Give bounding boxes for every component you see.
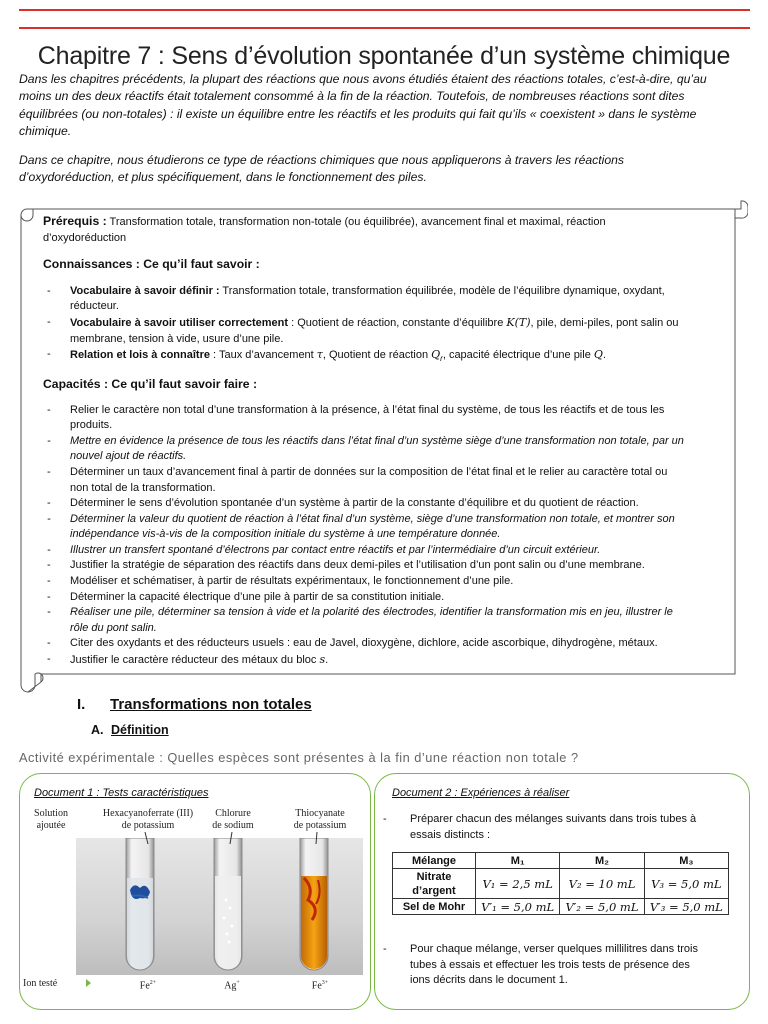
arrow-line: [316, 832, 317, 844]
reagent-label-3: [282, 808, 358, 831]
skill-text: indépendance vis-à-vis de la composition initiale du système à une température donnée.: [70, 528, 501, 541]
ion-fe3: [300, 978, 340, 992]
skill-item: - Justifier la stratégie de séparation des réactifs dans deux demi-piles et l’utilisation d’un pont salin ou d’une membrane.: [47, 559, 645, 572]
skill-text: Justifier le caractère réducteur des métaux du bloc: [70, 654, 320, 667]
skill-text: Mettre en évidence la présence de tous les réactifs dans l’état final d’un système siège d’une transformation non totale, par un: [70, 434, 684, 447]
table-cell: V′₂ = 5,0 mL: [560, 899, 644, 915]
intro-line: d’oxydoréduction, et plus spécifiquement, dans le fonctionnement des piles.: [19, 170, 427, 185]
label-arrows: [120, 832, 320, 852]
skill-text: produits.: [70, 419, 113, 432]
skill-text: rôle du pont salin.: [70, 621, 157, 634]
ion-charge: 3+: [321, 980, 329, 986]
math-symbol: K(T): [506, 315, 531, 329]
intro-line: Dans les chapitres précédents, la plupart des réactions que nous avons étudiés étaient des réactions totales, c’est-à-dire, qu’au: [19, 72, 707, 86]
knowledge-item-text: Transformation totale, transformation équilibrée, modèle de l’équilibre dynamique, oxydant,: [219, 284, 665, 297]
table-header-cell: M₂: [560, 853, 644, 869]
page-title: Chapitre 7 : Sens d’évolution spontanée d’un système chimique: [37, 42, 731, 70]
ion-fe2: [128, 978, 168, 992]
top-rule-1: [19, 9, 750, 11]
skill-text: nouvel ajout de réactifs.: [70, 450, 187, 463]
skill-item: - Déterminer la capacité électrique d’une pile à partir de sa constitution initiale.: [47, 590, 445, 603]
table-row-label: Sel de Mohr: [393, 899, 476, 915]
skills-heading: Capacités : Ce qu’il faut savoir faire :: [43, 376, 258, 391]
intro-paragraph-1: [19, 71, 744, 140]
mixtures-table: [392, 852, 729, 915]
skill-text: Relier le caractère non total d’une transformation à la présence, à l’état final du système, de tous les réactifs et de tous les: [70, 403, 665, 416]
arrow-icon: [86, 979, 91, 987]
document-2-title: Document 2 : Expériences à réaliser: [392, 787, 570, 799]
knowledge-item-text: : Taux d’avancement: [209, 349, 317, 362]
label-line: Nitrate: [416, 870, 452, 883]
doc2-instruction-2: - Pour chaque mélange, verser quelques millilitres dans trois tubes à essais et effectuer les trois tests de présence des ions décrits dans le document 1.: [410, 942, 698, 989]
solution-added-label: [23, 808, 79, 831]
intro-line: Dans ce chapitre, nous étudierons ce type de réactions chimiques que nous appliquerons à travers les réactions: [19, 153, 624, 167]
section-number: I.: [77, 696, 86, 713]
label-line: de potassium: [121, 819, 175, 831]
prerequisites: [43, 214, 733, 231]
skill-text: Déterminer un taux d’avancement final à partir de données sur la composition de l’état final et le relier au caractère total ou: [70, 465, 668, 478]
skill-text: Citer des oxydants et des réducteurs usuels : eau de Javel, dioxygène, dichlore, acide ascorbique, dihydrogène, métaux.: [70, 637, 658, 650]
knowledge-item: - Relation et lois à connaître : Taux d’avancement τ, Quotient de réaction $Q_r$, capacité électrique d’une pile Q.: [47, 348, 606, 364]
knowledge-item: - Vocabulaire à savoir définir : Transformation totale, transformation équilibrée, modèle de l’équilibre dynamique, oxydant, réducteur.: [47, 284, 665, 313]
table-cell: V₃ = 5,0 mL: [644, 869, 728, 899]
objectives-scroll: [19, 199, 748, 695]
skill-text: .: [325, 654, 329, 667]
table-row: [393, 869, 729, 899]
prereq-text-2: d’oxydoréduction: [43, 231, 127, 244]
label-line: Chlorure: [215, 808, 251, 819]
label-line: Hexacyanoferrate (III): [102, 808, 194, 819]
label-line: ajoutée: [36, 819, 66, 831]
skill-item: - Déterminer le sens d’évolution spontanée d’un système à partir de la constante d’équilibre et du quotient de réaction.: [47, 497, 639, 510]
scroll-content: [43, 212, 733, 669]
document-1-title: Document 1 : Tests caractéristiques: [34, 787, 209, 799]
table-header-cell: M₁: [476, 853, 560, 869]
skill-item: - Illustrer un transfert spontané d’électrons par contact entre réactifs et par l’intermédiaire d’un circuit extérieur.: [47, 543, 601, 556]
skill-item: - Mettre en évidence la présence de tous les réactifs dans l’état final d’un système siège d’une transformation non totale, par un nouvel ajout de réactifs.: [47, 434, 684, 463]
knowledge-item-bold: Relation et lois à connaître: [70, 349, 210, 362]
instruction-line: tubes à essais et effectuer les trois tests de présence des: [410, 958, 690, 971]
top-rule-2: [19, 27, 750, 29]
skill-item: - Déterminer un taux d’avancement final à partir de données sur la composition de l’état final et le relier au caractère total ou non total de la transformation.: [47, 465, 668, 494]
skill-item: - Justifier le caractère réducteur des métaux du bloc s.: [47, 653, 329, 667]
tube-ag: [214, 838, 242, 970]
knowledge-item-text: , pile, demi-piles, pont salin ou: [530, 316, 679, 329]
arrow-line: [145, 832, 148, 844]
skill-text: Déterminer le sens d’évolution spontanée d’un système à partir de la constante d’équilibre et du quotient de réaction.: [70, 497, 639, 510]
skill-text: non total de la transformation.: [70, 481, 216, 494]
knowledge-item-text: , Quotient de réaction: [322, 349, 432, 362]
knowledge-item-text: réducteur.: [70, 300, 119, 313]
skill-text: Déterminer la valeur du quotient de réaction à l’état final d’un système, siège d’une transformation non totale, et montrer son: [70, 512, 675, 525]
math-symbol: Q: [593, 348, 603, 362]
ion-tested-label: Ion testé: [23, 978, 58, 989]
ion-base: Fe: [139, 980, 150, 992]
doc2-instruction-1: - Préparer chacun des mélanges suivants dans trois tubes à essais distincts :: [410, 812, 696, 843]
intro-paragraph-2: [19, 152, 744, 187]
table-cell: V′₁ = 5,0 mL: [476, 899, 560, 915]
prereq-label: Prérequis :: [43, 214, 107, 228]
ion-charge: 2+: [149, 980, 157, 986]
knowledge-heading: Connaissances : Ce qu’il faut savoir :: [43, 257, 260, 272]
label-line: d’argent: [412, 884, 456, 897]
instruction-line: ions décrits dans le document 1.: [410, 974, 568, 986]
instruction-line: essais distincts :: [410, 828, 491, 841]
math-symbol: Q: [431, 348, 441, 362]
section-title: Transformations non totales: [110, 696, 312, 713]
knowledge-item-bold: Vocabulaire à savoir utiliser correctement: [70, 316, 289, 329]
knowledge-item-text: , capacité électrique d’une pile: [442, 349, 594, 362]
label-line: Thiocyanate: [295, 808, 345, 819]
intro-line: équilibrées (ou non-totales) : il existe un équilibre entre les réactifs et les produits qui fait qu’ils « coexistent » dans le système: [19, 106, 697, 121]
skills-list: [43, 403, 733, 669]
tube-fe3: [300, 838, 328, 970]
table-header-cell: M₃: [644, 853, 728, 869]
reagent-label-2: [200, 808, 266, 831]
intro-line: chimique.: [19, 123, 72, 138]
section-heading-1: [77, 696, 312, 713]
instruction-line: Préparer chacun des mélanges suivants dans trois tubes à: [410, 813, 697, 825]
skill-item: - Citer des oxydants et des réducteurs usuels : eau de Javel, dioxygène, dichlore, acide ascorbique, dihydrogène, métaux.: [47, 637, 658, 650]
knowledge-list: [43, 284, 733, 367]
instruction-line: Pour chaque mélange, verser quelques millilitres dans trois: [410, 943, 698, 955]
label-line: de sodium: [212, 819, 254, 831]
skill-item: - Déterminer la valeur du quotient de réaction à l’état final d’un système, siège d’une transformation non totale, et montrer son indépendance vis-à-vis de la composition initiale du système à une température donnée.: [47, 512, 675, 541]
table-header-row: [393, 853, 729, 869]
skill-item: - Relier le caractère non total d’une transformation à la présence, à l’état final du système, de tous les réactifs et de tous les produits.: [47, 403, 665, 432]
label-line: de potassium: [293, 819, 347, 831]
math-subscript: r: [440, 354, 443, 364]
skill-text: Modéliser et schématiser, à partir de résultats expérimentaux, le fonctionnement d’une pile.: [70, 575, 514, 588]
ion-charge: +: [236, 980, 240, 986]
skill-item: - Modéliser et schématiser, à partir de résultats expérimentaux, le fonctionnement d’une pile.: [47, 575, 514, 588]
knowledge-item-text: : Quotient de réaction, constante d’équilibre: [288, 316, 507, 329]
label-line: Solution: [34, 808, 68, 819]
prereq-text: Transformation totale, transformation non-totale (ou équilibrée), avancement final et maximal, réaction: [106, 216, 606, 228]
math-symbol: τ: [316, 348, 323, 362]
knowledge-item-bold: Vocabulaire à savoir définir :: [70, 284, 220, 297]
knowledge-item-text: membrane, tension à vide, usure d’une pile.: [70, 332, 284, 345]
subsection-number: A.: [91, 723, 104, 737]
ion-base: Fe: [311, 980, 322, 992]
activity-title: Activité expérimentale : Quelles espèces sont présentes à la fin d’une réaction non totale ?: [19, 750, 579, 765]
ion-ag: [212, 978, 252, 992]
table-cell: V′₃ = 5,0 mL: [644, 899, 728, 915]
reagent-label-1: [90, 808, 206, 831]
table-row-label: [393, 869, 476, 899]
skill-text: Illustrer un transfert spontané d’électrons par contact entre réactifs et par l’intermédiaire d’un circuit extérieur.: [70, 543, 601, 556]
table-row: [393, 899, 729, 915]
math-symbol: s: [319, 653, 326, 667]
intro-line: moins un des deux réactifs était totalement consommé à la fin de la réaction. Toutefois, de nombreuses réactions sont dites: [19, 89, 685, 104]
skill-text: Justifier la stratégie de séparation des réactifs dans deux demi-piles et l’utilisation d’un pont salin ou d’une membrane.: [70, 559, 645, 572]
skill-item: - Réaliser une pile, déterminer sa tension à vide et la polarité des électrodes, identifier la transformation mis en jeu, illustrer le rôle du pont salin.: [47, 606, 673, 634]
subsection-heading-a: [91, 723, 169, 737]
subsection-title: Définition: [111, 723, 169, 737]
test-tubes-photo: [76, 838, 363, 975]
table-cell: V₂ = 10 mL: [560, 869, 644, 899]
ion-base: Ag: [224, 980, 237, 992]
arrow-line: [230, 832, 232, 844]
tube-fe2: [126, 838, 154, 970]
knowledge-item: - Vocabulaire à savoir utiliser correctement : Quotient de réaction, constante d’équilibre K(T), pile, demi-piles, pont salin ou membrane, tension à vide, usure d’une pile.: [47, 315, 679, 345]
table-header-cell: Mélange: [393, 853, 476, 869]
test-tubes-illustration: [76, 838, 363, 975]
skill-text: Déterminer la capacité électrique d’une pile à partir de sa constitution initiale.: [70, 590, 445, 603]
skill-text: Réaliser une pile, déterminer sa tension à vide et la polarité des électrodes, identifier la transformation mis en jeu, illustrer le: [70, 606, 673, 619]
knowledge-item-text: .: [602, 349, 606, 362]
table-cell: V₁ = 2,5 mL: [476, 869, 560, 899]
